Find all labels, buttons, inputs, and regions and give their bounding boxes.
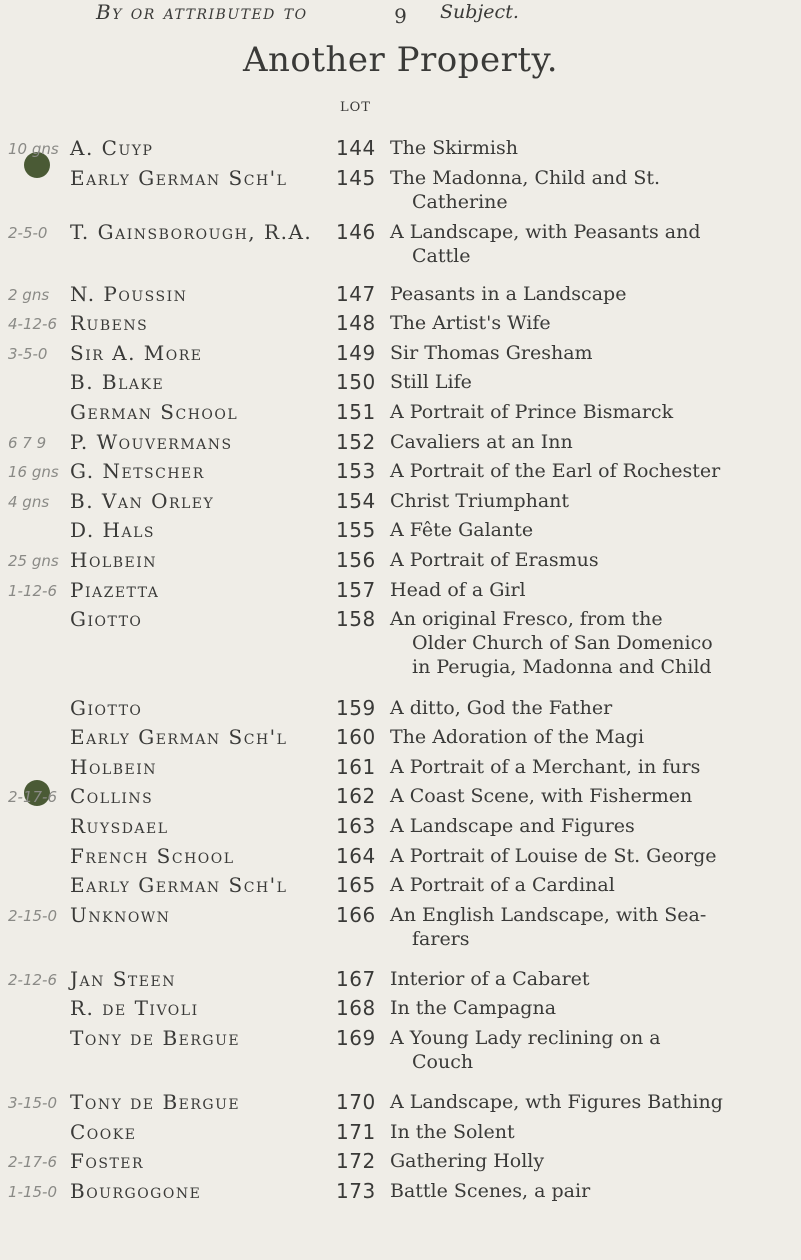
lot-number: 164 [336, 843, 376, 868]
lot-row [0, 518, 801, 548]
lot-row [0, 311, 801, 341]
lot-number: 148 [336, 311, 376, 336]
pencil-price-note: 4-12-6 [8, 315, 57, 334]
lot-number: 162 [336, 784, 376, 809]
subject-line: A Portrait of a Cardinal [390, 874, 615, 897]
subject-text [390, 282, 785, 306]
subject-line: Cattle [412, 244, 471, 267]
artist-name: R. de Tivoli [70, 996, 199, 1021]
lot-row [0, 902, 801, 950]
subject-text [390, 166, 785, 214]
lot-number: 167 [336, 966, 376, 991]
subject-text [390, 696, 785, 720]
lot-row [0, 548, 801, 578]
lot-number: 145 [336, 165, 376, 190]
subject-line: A Portrait of Louise de St. George [390, 844, 717, 867]
subject-text [390, 1026, 785, 1074]
subject-text [390, 578, 785, 602]
subject-line: In the Campagna [390, 997, 557, 1020]
pencil-price-note: 4 gns [8, 492, 50, 511]
artist-name: B. Blake [70, 370, 165, 395]
subject-text [390, 311, 785, 335]
artist-name: Cooke [70, 1119, 137, 1144]
artist-name: A. Cuyp [70, 136, 154, 160]
artist-name: Giotto [70, 695, 143, 720]
subject-text [390, 996, 785, 1020]
artist-name: Tony de Bergue [70, 1026, 241, 1050]
lot-number: 161 [336, 754, 376, 779]
lot-number: 156 [336, 548, 376, 572]
lot-number: 163 [336, 814, 376, 838]
subject-line: Cavaliers at an Inn [390, 430, 573, 453]
subject-line: The Madonna, Child and St. [390, 166, 661, 189]
lot-row [0, 1179, 801, 1209]
subject-text [390, 459, 785, 483]
lot-number: 171 [336, 1119, 376, 1144]
header-lot: LOT [340, 100, 371, 115]
subject-text [390, 873, 785, 897]
subject-text [390, 489, 785, 513]
pencil-price-note: 2-17-6 [8, 1153, 57, 1172]
subject-line: Christ Triumphant [390, 489, 570, 512]
artist-name: Holbein [70, 548, 158, 572]
subject-line: A Coast Scene, with Fishermen [390, 785, 693, 808]
subject-text [390, 1149, 785, 1173]
subject-text [390, 430, 785, 454]
subject-line: Interior of a Cabaret [390, 967, 590, 990]
subject-text [390, 814, 785, 838]
lot-row [0, 430, 801, 460]
artist-name: Rubens [70, 311, 149, 336]
pencil-price-note: 2-12-6 [8, 970, 57, 989]
lot-number: 146 [336, 219, 376, 244]
pencil-price-note: 3-15-0 [8, 1094, 57, 1112]
subject-line: Peasants in a Landscape [390, 282, 627, 305]
subject-text [390, 220, 785, 268]
subject-line: The Skirmish [390, 137, 518, 159]
lot-number: 165 [336, 873, 376, 898]
artist-name: Piazetta [70, 577, 160, 602]
subject-text [390, 548, 785, 572]
pencil-price-note: 1-15-0 [8, 1182, 57, 1201]
subject-text [390, 370, 785, 394]
pencil-price-note: 2 gns [8, 285, 50, 304]
pencil-price-note: 25 gns [8, 552, 59, 570]
subject-line: A ditto, God the Father [390, 696, 613, 719]
subject-text [390, 1179, 785, 1203]
subject-line: An original Fresco, from the [390, 608, 663, 631]
artist-name: T. Gainsborough, R.A. [70, 219, 313, 244]
subject-line: A Landscape, wth Figures Bathing [390, 1091, 723, 1113]
subject-line: farers [412, 927, 470, 950]
lot-row [0, 607, 801, 679]
pencil-price-note: 2-5-0 [8, 223, 48, 242]
lot-number: 157 [336, 577, 376, 602]
artist-name: French School [70, 843, 235, 868]
lot-number: 149 [336, 340, 376, 365]
subject-text [390, 755, 785, 779]
subject-line: A Portrait of Prince Bismarck [390, 401, 674, 423]
lot-row [0, 219, 801, 267]
lot-number: 151 [336, 400, 376, 424]
subject-line: A Portrait of a Merchant, in furs [390, 755, 701, 778]
lot-row [0, 814, 801, 844]
subject-line: The Adoration of the Magi [390, 726, 645, 749]
subject-text [390, 400, 785, 424]
subject-text [390, 967, 785, 991]
artist-name: Sir A. More [70, 340, 203, 365]
artist-name: G. Netscher [70, 459, 205, 484]
lot-row [0, 1026, 801, 1073]
lot-row [0, 755, 801, 785]
header-artist: By or attributed to [96, 0, 308, 24]
subject-text [390, 725, 785, 749]
subject-line: An English Landscape, with Sea- [390, 903, 707, 926]
subject-line: A Fête Galante [390, 519, 534, 542]
artist-name: Bourgogone [70, 1178, 202, 1203]
subject-text [390, 136, 785, 160]
header-subject: Subject. [440, 1, 519, 23]
pencil-price-note: 16 gns [8, 463, 59, 482]
artist-name: N. Poussin [70, 281, 188, 306]
lot-row [0, 400, 801, 430]
artist-name: Early German Sch'l [70, 873, 288, 898]
lot-number: 153 [336, 459, 376, 484]
artist-name: P. Wouvermans [70, 429, 233, 454]
subject-line: The Artist's Wife [390, 312, 551, 335]
subject-text [390, 903, 785, 951]
subject-line: Older Church of San Domenico [412, 632, 713, 655]
artist-name: D. Hals [70, 518, 155, 543]
lot-row [0, 165, 801, 213]
lot-number: 166 [336, 902, 376, 927]
lot-number: 173 [336, 1178, 376, 1203]
subject-text [390, 844, 785, 868]
lot-row [0, 873, 801, 903]
lot-number: 152 [336, 429, 376, 454]
lot-row [0, 1149, 801, 1179]
subject-text [390, 784, 785, 808]
lot-number: 144 [336, 136, 376, 160]
lot-number: 159 [336, 695, 376, 720]
artist-name: Jan Steen [70, 966, 176, 991]
subject-text [390, 607, 785, 679]
lot-row [0, 844, 801, 874]
lot-row [0, 341, 801, 371]
subject-line: A Landscape and Figures [390, 815, 635, 837]
pencil-price-note: 3-5-0 [8, 344, 48, 363]
subject-line: In the Solent [390, 1120, 515, 1143]
artist-name: Holbein [70, 754, 158, 779]
subject-line: A Landscape, with Peasants and [390, 220, 701, 243]
pencil-price-note: 6 7 9 [8, 433, 47, 452]
page-title: Another Property. [242, 40, 559, 80]
lot-number: 172 [336, 1149, 376, 1174]
lot-number: 147 [336, 281, 376, 306]
artist-name: German School [70, 400, 239, 424]
lot-number: 169 [336, 1026, 376, 1050]
lot-row [0, 996, 801, 1026]
lot-row [0, 725, 801, 755]
lot-row [0, 282, 801, 312]
subject-text [390, 518, 785, 542]
lot-row [0, 967, 801, 997]
subject-text [390, 341, 785, 365]
pencil-price-note: 2-15-0 [8, 906, 57, 925]
subject-line: Head of a Girl [390, 578, 526, 601]
lot-row [0, 489, 801, 519]
artist-name: Early German Sch'l [70, 725, 288, 750]
page-number: 9 [394, 4, 407, 28]
artist-name: Unknown [70, 902, 171, 927]
subject-line: A Young Lady reclining on a [390, 1027, 661, 1049]
subject-line: Battle Scenes, a pair [390, 1179, 591, 1202]
pencil-price-note: 10 gns [8, 140, 59, 158]
artist-name: Collins [70, 784, 154, 809]
lot-row [0, 578, 801, 608]
lot-number: 155 [336, 518, 376, 543]
lot-row [0, 370, 801, 400]
artist-name: Foster [70, 1149, 145, 1174]
lot-row [0, 1090, 801, 1120]
subject-line: A Portrait of Erasmus [390, 549, 599, 571]
subject-line: Couch [412, 1051, 474, 1073]
subject-line: A Portrait of the Earl of Rochester [390, 460, 721, 483]
pencil-price-note: 1-12-6 [8, 581, 57, 600]
subject-line: in Perugia, Madonna and Child [412, 656, 712, 679]
subject-line: Sir Thomas Gresham [390, 341, 593, 364]
lot-row [0, 459, 801, 489]
lot-number: 168 [336, 996, 376, 1021]
artist-name: Ruysdael [70, 814, 169, 838]
lot-number: 154 [336, 488, 376, 513]
lot-number: 170 [336, 1090, 376, 1114]
artist-name: Early German Sch'l [70, 165, 288, 190]
lot-number: 150 [336, 370, 376, 395]
subject-line: Still Life [390, 371, 472, 394]
lot-row [0, 696, 801, 726]
lot-row [0, 1120, 801, 1150]
artist-name: B. Van Orley [70, 488, 215, 513]
subject-text [390, 1120, 785, 1144]
artist-name: Tony de Bergue [70, 1090, 241, 1114]
subject-line: Catherine [412, 190, 508, 213]
lot-row [0, 784, 801, 814]
subject-line: Gathering Holly [390, 1150, 545, 1173]
subject-text [390, 1090, 785, 1114]
lot-number: 158 [336, 607, 376, 632]
lot-number: 160 [336, 725, 376, 750]
pencil-price-note: 2-17-6 [8, 788, 57, 807]
lot-row [0, 136, 801, 166]
artist-name: Giotto [70, 607, 143, 632]
